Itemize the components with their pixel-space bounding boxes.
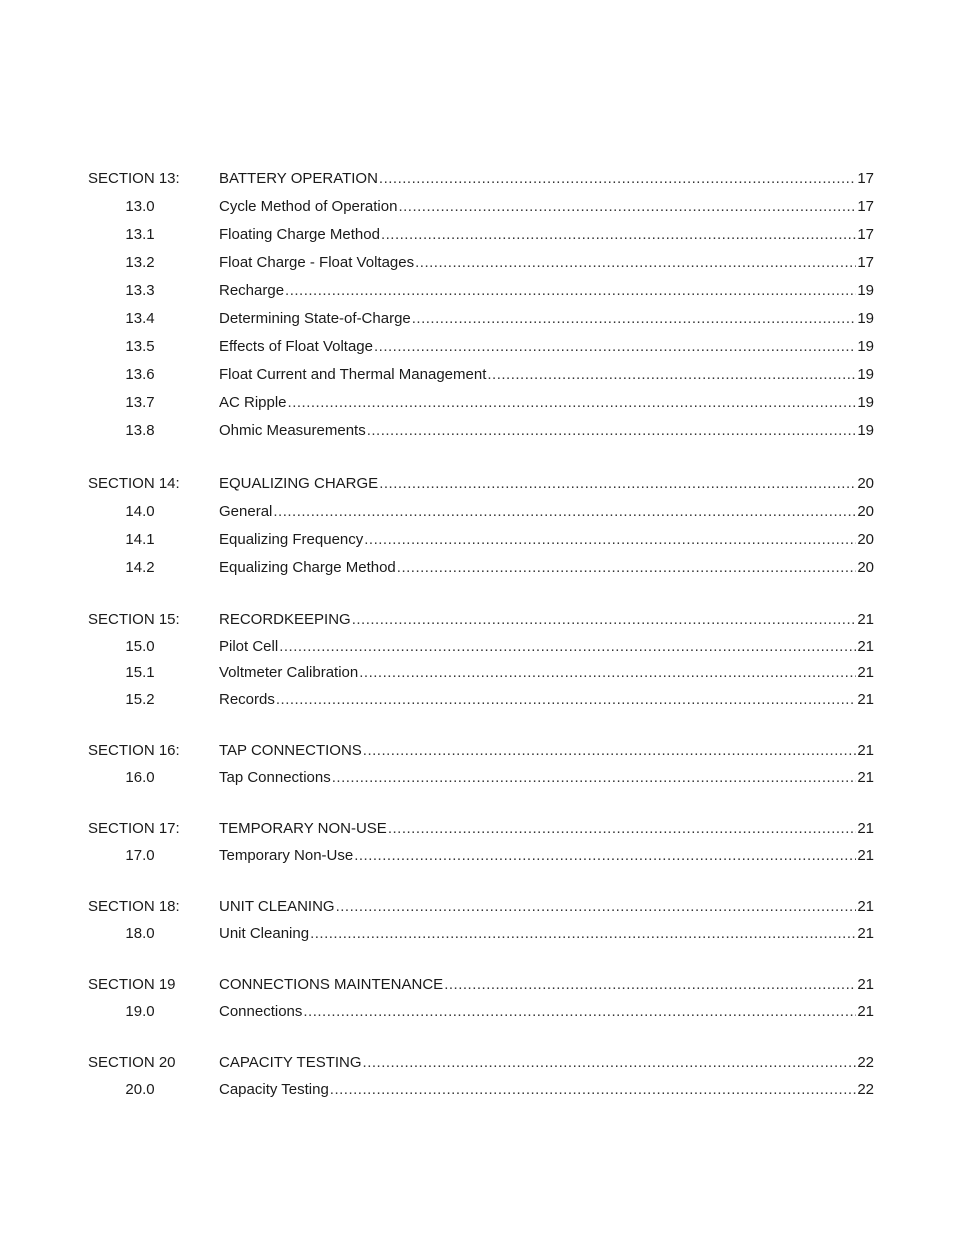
entry-title: Ohmic Measurements [219, 422, 366, 439]
dot-leader [388, 816, 857, 843]
page-number: 19 [857, 310, 874, 327]
toc-section-14 [0, 470, 954, 582]
toc-section-13 [0, 165, 954, 445]
section-label: SECTION 15: [88, 611, 180, 628]
entry-number: 18.0 [125, 924, 155, 942]
dot-leader [273, 498, 856, 526]
toc-section-16 [0, 738, 954, 791]
page-number: 21 [857, 846, 874, 864]
section-title: TAP CONNECTIONS [219, 742, 362, 759]
dot-leader [415, 249, 856, 277]
toc-entry[interactable] [0, 687, 954, 714]
entry-number: 13.7 [125, 394, 155, 411]
toc-entry[interactable] [0, 305, 954, 333]
page-number: 17 [857, 198, 874, 215]
dot-leader [367, 417, 857, 445]
entry-title: Floating Charge Method [219, 226, 380, 243]
section-title: RECORDKEEPING [219, 611, 351, 628]
page-number: 21 [857, 898, 874, 915]
toc-entry[interactable] [0, 843, 954, 870]
section-label: SECTION 19 [88, 976, 176, 993]
entry-number: 13.4 [125, 310, 155, 327]
dot-leader [374, 333, 856, 361]
dot-leader [285, 277, 856, 305]
page-number: 22 [857, 1080, 874, 1098]
entry-number: 14.0 [125, 503, 155, 520]
page-number: 19 [857, 338, 874, 355]
toc-section-17 [0, 816, 954, 869]
entry-title: Voltmeter Calibration [219, 664, 359, 681]
entry-number: 20.0 [125, 1080, 155, 1098]
dot-leader [288, 389, 857, 417]
page-number: 17 [857, 170, 874, 187]
table-of-contents [0, 165, 954, 1128]
page-number: 19 [857, 422, 874, 439]
dot-leader [276, 687, 856, 714]
entry-number: 13.0 [125, 198, 155, 215]
entry-number: 13.5 [125, 338, 155, 355]
toc-entry[interactable] [0, 498, 954, 526]
toc-entry[interactable] [0, 417, 954, 445]
entry-number: 13.3 [125, 282, 155, 299]
page-number: 17 [857, 226, 874, 243]
entry-number: 14.1 [125, 531, 155, 548]
page-number: 21 [857, 690, 874, 708]
entry-title: Equalizing Charge Method [219, 559, 396, 576]
toc-section-18 [0, 894, 954, 947]
dot-leader [363, 1050, 857, 1077]
section-label: SECTION 14: [88, 475, 180, 492]
dot-leader [363, 738, 857, 765]
toc-section-15 [0, 607, 954, 713]
entry-number: 16.0 [125, 768, 155, 786]
toc-entry[interactable] [0, 333, 954, 361]
entry-title: Cycle Method of Operation [219, 198, 398, 215]
page-number: 21 [857, 1002, 874, 1020]
page-number: 21 [857, 976, 874, 993]
toc-entry[interactable] [0, 221, 954, 249]
dot-leader [332, 765, 857, 792]
entry-number: 13.1 [125, 226, 155, 243]
section-label: SECTION 13: [88, 170, 180, 187]
entry-number: 13.8 [125, 422, 155, 439]
toc-entry[interactable] [0, 526, 954, 554]
page-number: 21 [857, 664, 874, 681]
entry-title: Connections [219, 1002, 303, 1020]
entry-title: Float Current and Thermal Management [219, 366, 487, 383]
section-title: UNIT CLEANING [219, 898, 335, 915]
dot-leader [352, 607, 857, 634]
dot-leader [364, 526, 856, 554]
toc-section-heading[interactable] [0, 607, 954, 634]
toc-entry[interactable] [0, 1077, 954, 1104]
dot-leader [444, 972, 856, 999]
toc-entry[interactable] [0, 389, 954, 417]
page-number: 20 [857, 503, 874, 520]
page-number: 19 [857, 366, 874, 383]
toc-entry[interactable] [0, 634, 954, 661]
dot-leader [336, 894, 857, 921]
entry-number: 13.6 [125, 366, 155, 383]
entry-number: 15.1 [125, 664, 155, 681]
entry-number: 15.2 [125, 690, 155, 708]
page-number: 21 [857, 637, 874, 655]
page-number: 20 [857, 531, 874, 548]
dot-leader [330, 1077, 857, 1104]
dot-leader [354, 843, 856, 870]
page-number: 22 [857, 1054, 874, 1071]
page-number: 20 [857, 475, 874, 492]
dot-leader [381, 221, 856, 249]
dot-leader [379, 165, 856, 193]
entry-number: 17.0 [125, 846, 155, 864]
page-number: 21 [857, 768, 874, 786]
dot-leader [379, 470, 856, 498]
entry-title: Float Charge - Float Voltages [219, 254, 415, 271]
entry-title: Capacity Testing [219, 1080, 329, 1098]
entry-title: Equalizing Frequency [219, 531, 364, 548]
entry-title: Pilot Cell [219, 637, 279, 655]
toc-section-20 [0, 1050, 954, 1103]
page-number: 21 [857, 924, 874, 942]
entry-title: Unit Cleaning [219, 924, 310, 942]
section-label: SECTION 17: [88, 820, 180, 837]
toc-entry[interactable] [0, 361, 954, 389]
page-number: 21 [857, 611, 874, 628]
dot-leader [412, 305, 857, 333]
entry-number: 13.2 [125, 254, 155, 271]
section-label: SECTION 20 [88, 1054, 176, 1071]
page-number: 20 [857, 559, 874, 576]
toc-section-heading[interactable] [0, 1050, 954, 1077]
toc-entry[interactable] [0, 660, 954, 687]
entry-number: 14.2 [125, 559, 155, 576]
toc-entry[interactable] [0, 277, 954, 305]
section-title: CAPACITY TESTING [219, 1054, 362, 1071]
dot-leader [279, 634, 856, 661]
dot-leader [310, 921, 856, 948]
entry-title: Temporary Non-Use [219, 846, 354, 864]
toc-entry[interactable] [0, 921, 954, 948]
section-title: BATTERY OPERATION [219, 170, 378, 187]
page-number: 21 [857, 742, 874, 759]
toc-section-heading[interactable] [0, 972, 954, 999]
entry-title: Records [219, 690, 275, 708]
toc-entry[interactable] [0, 765, 954, 792]
dot-leader [398, 193, 856, 221]
entry-title: Tap Connections [219, 768, 331, 786]
page-number: 17 [857, 254, 874, 271]
dot-leader [487, 361, 856, 389]
toc-entry[interactable] [0, 193, 954, 221]
toc-entry[interactable] [0, 554, 954, 582]
entry-title: Determining State-of-Charge [219, 310, 411, 327]
section-title: EQUALIZING CHARGE [219, 475, 379, 492]
toc-section-heading[interactable] [0, 738, 954, 765]
page-number: 19 [857, 282, 874, 299]
entry-number: 19.0 [125, 1002, 155, 1020]
toc-section-heading[interactable] [0, 894, 954, 921]
page-number: 21 [857, 820, 874, 837]
toc-section-heading[interactable] [0, 470, 954, 498]
entry-number: 15.0 [125, 637, 155, 655]
toc-section-heading[interactable] [0, 165, 954, 193]
section-label: SECTION 18: [88, 898, 180, 915]
toc-entry[interactable] [0, 249, 954, 277]
dot-leader [359, 660, 856, 687]
entry-title: Recharge [219, 282, 285, 299]
toc-section-heading[interactable] [0, 816, 954, 843]
entry-title: Effects of Float Voltage [219, 338, 373, 355]
toc-entry[interactable] [0, 999, 954, 1026]
section-title: TEMPORARY NON-USE [219, 820, 387, 837]
entry-title: AC Ripple [219, 394, 287, 411]
section-label: SECTION 16: [88, 742, 180, 759]
dot-leader [303, 999, 856, 1026]
dot-leader [397, 554, 857, 582]
toc-section-19 [0, 972, 954, 1025]
entry-title: General [219, 503, 273, 520]
page-number: 19 [857, 394, 874, 411]
section-title: CONNECTIONS MAINTENANCE [219, 976, 444, 993]
